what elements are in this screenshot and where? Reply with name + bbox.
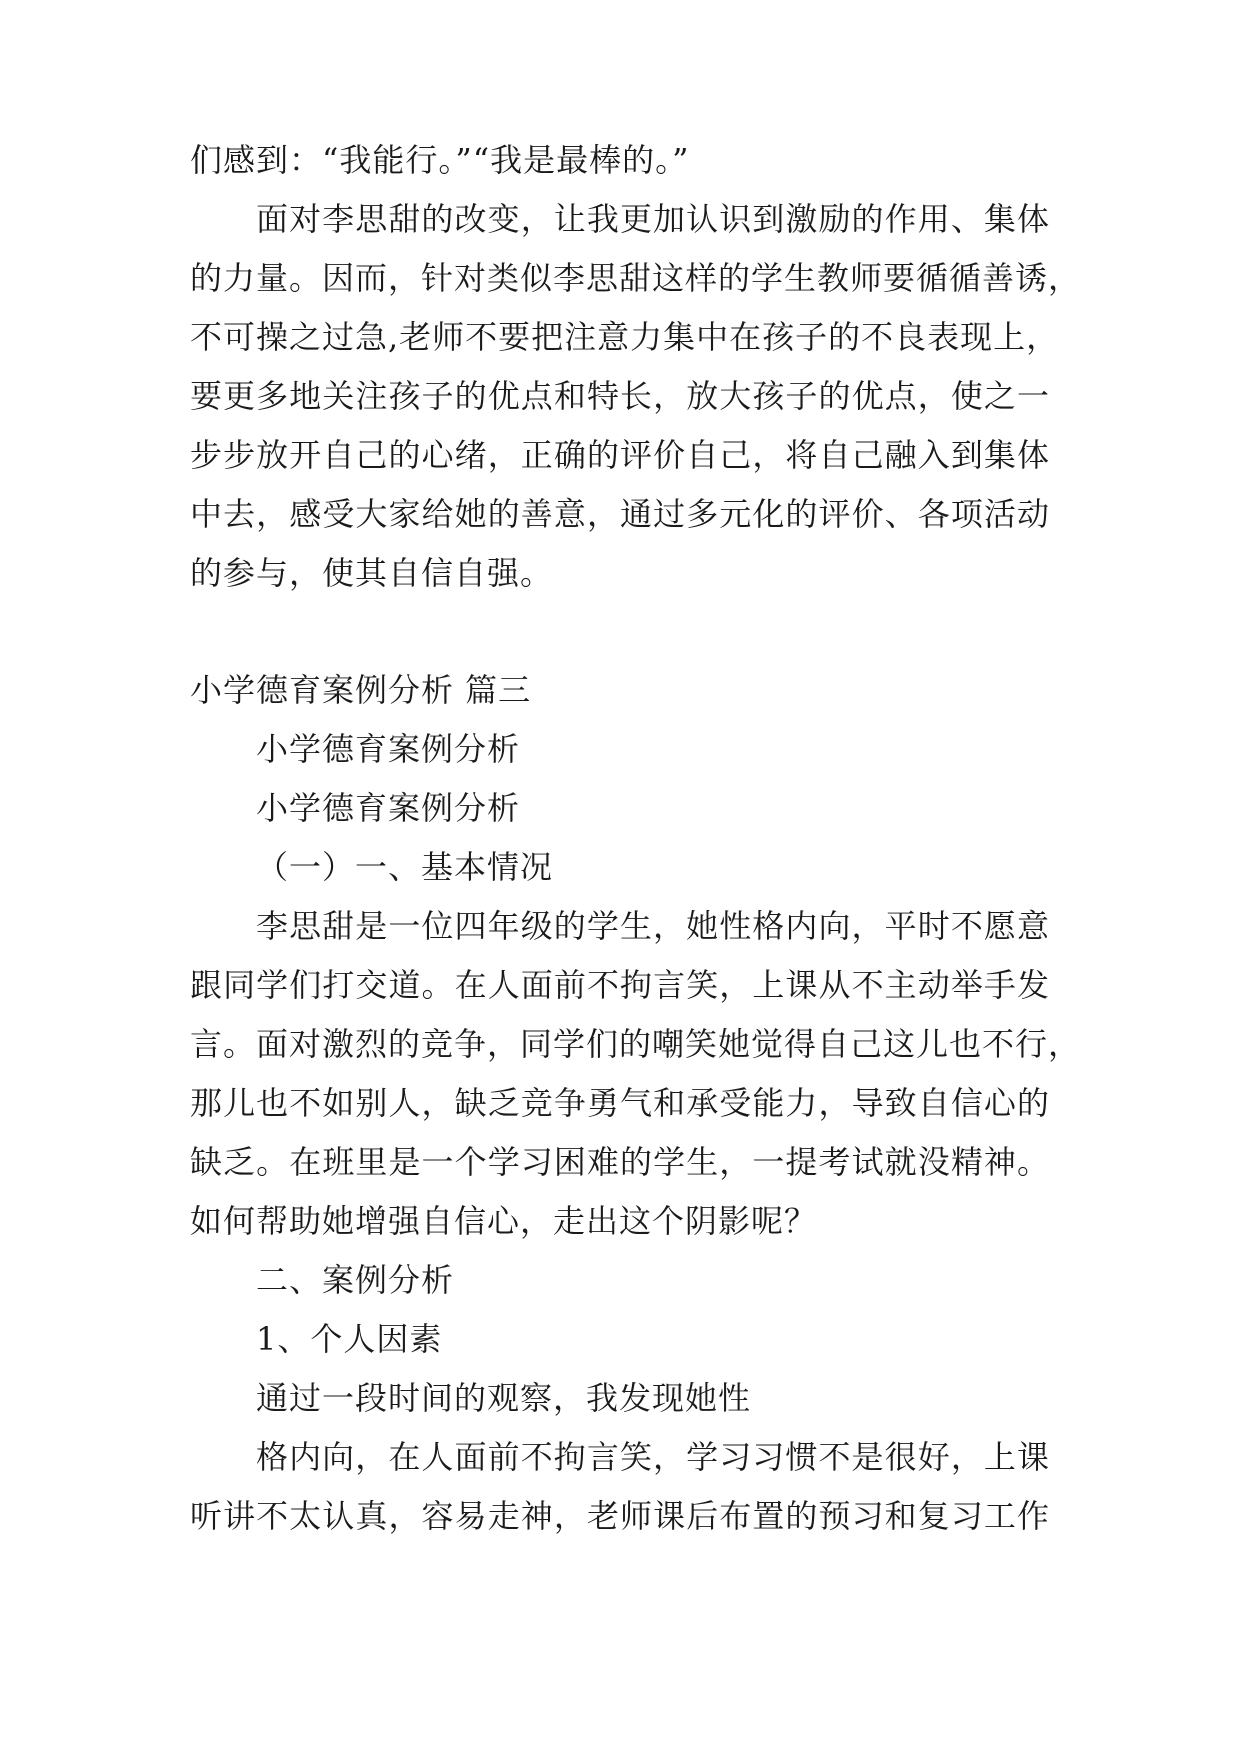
paragraph-line: 那儿也不如别人，缺乏竞争勇气和承受能力，导致自信心的 — [190, 1084, 1050, 1122]
paragraph-line: 面对李思甜的改变，让我更加认识到激励的作用、集体 — [256, 200, 1050, 238]
paragraph-line: 格内向，在人面前不拘言笑，学习习惯不是很好，上课 — [256, 1438, 1050, 1476]
paragraph-line: 步步放开自己的心绪，正确的评价自己，将自己融入到集体 — [190, 436, 1050, 474]
paragraph-line: 通过一段时间的观察，我发现她性 — [256, 1379, 752, 1417]
section-heading: 小学德育案例分析 篇三 — [190, 671, 532, 709]
paragraph-line: 听讲不太认真，容易走神，老师课后布置的预习和复习工作 — [190, 1497, 1050, 1535]
paragraph-line: 的力量。因而，针对类似李思甜这样的学生教师要循循善诱， — [190, 259, 1082, 297]
paragraph-line: 跟同学们打交道。在人面前不拘言笑，上课从不主动举手发 — [190, 966, 1050, 1004]
subsection-heading: （一）一、基本情况 — [256, 848, 554, 886]
article-title: 小学德育案例分析 — [256, 789, 521, 827]
paragraph-line: 如何帮助她增强自信心，走出这个阴影呢？ — [190, 1202, 818, 1240]
subsection-heading: 二、案例分析 — [256, 1261, 455, 1299]
subsection-heading: 1、个人因素 — [256, 1320, 443, 1358]
paragraph-line: 李思甜是一位四年级的学生，她性格内向，平时不愿意 — [256, 907, 1050, 945]
paragraph-line: 言。面对激烈的竞争，同学们的嘲笑她觉得自己这儿也不行， — [190, 1025, 1082, 1063]
paragraph-line: 不可操之过急,老师不要把注意力集中在孩子的不良表现上， — [190, 318, 1060, 356]
paragraph-line: 的参与，使其自信自强。 — [190, 554, 554, 592]
text-line: 们感到：“我能行。”“我是最棒的。” — [190, 141, 690, 179]
paragraph-line: 缺乏。在班里是一个学习困难的学生，一提考试就没精神。 — [190, 1143, 1050, 1181]
paragraph-line: 中去，感受大家给她的善意，通过多元化的评价、各项活动 — [190, 495, 1050, 533]
article-title: 小学德育案例分析 — [256, 730, 521, 768]
paragraph-line: 要更多地关注孩子的优点和特长，放大孩子的优点，使之一 — [190, 377, 1050, 415]
